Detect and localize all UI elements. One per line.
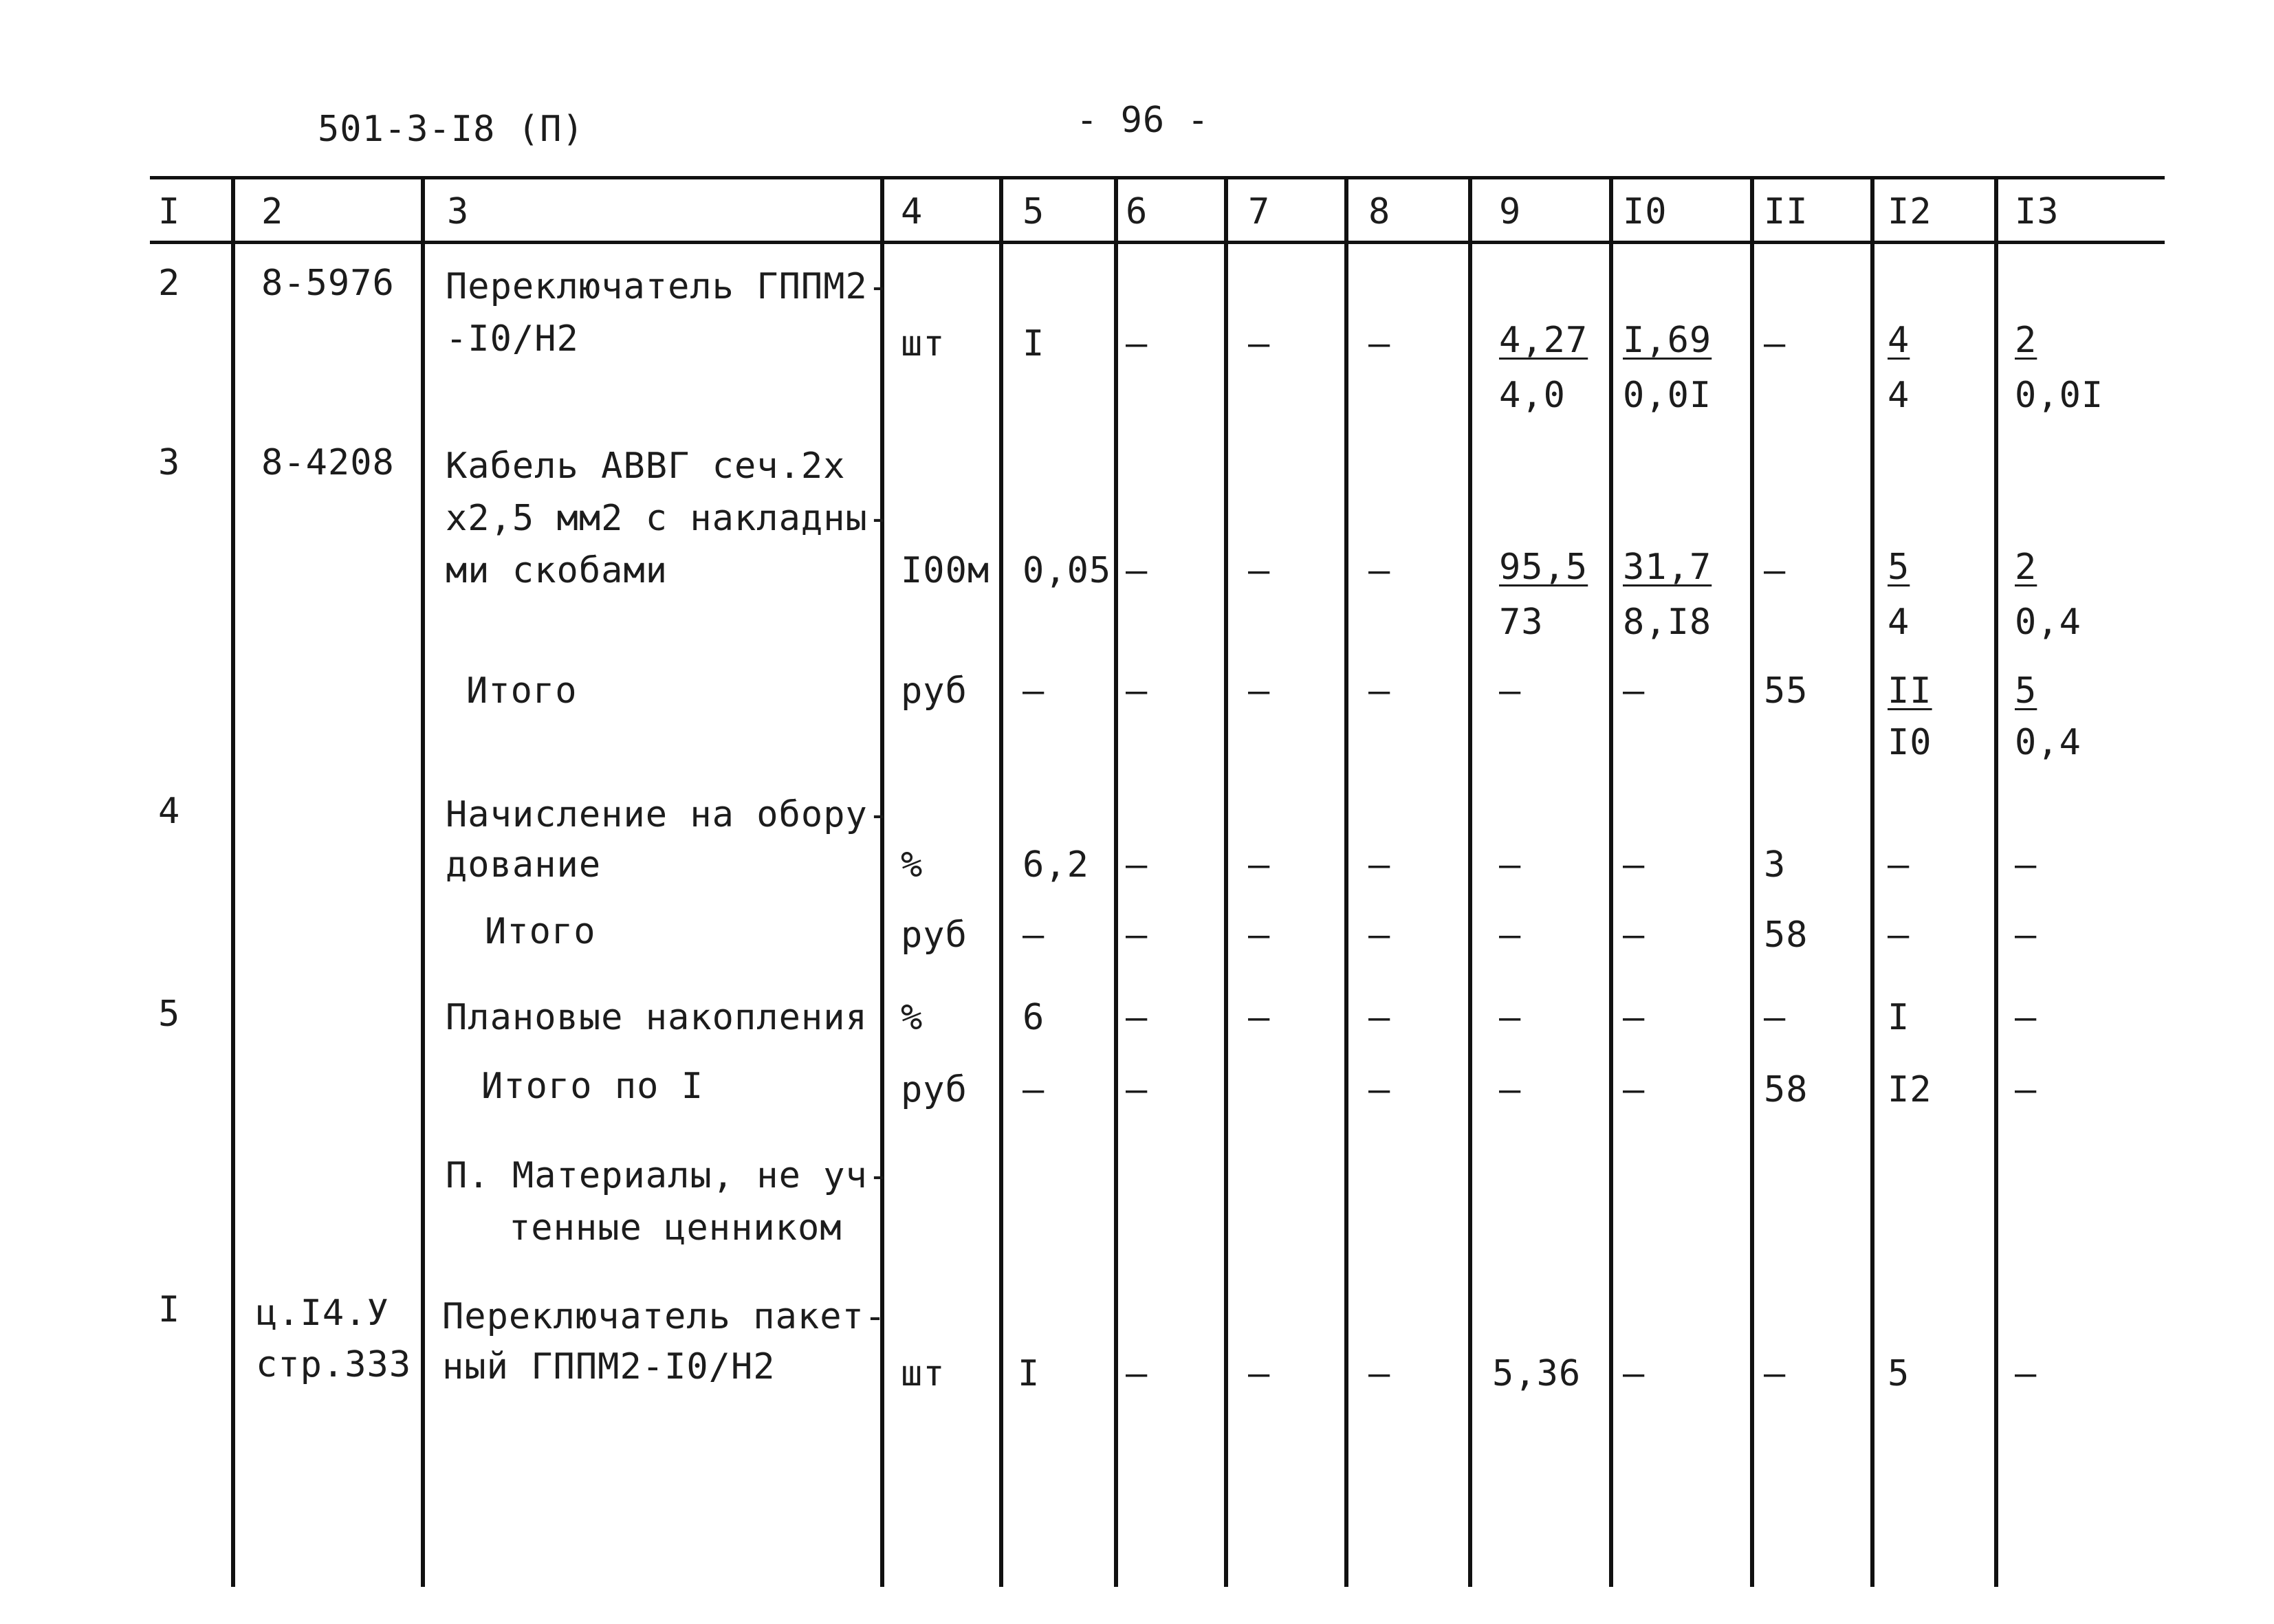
row-number: 2 [158, 263, 181, 304]
cell-value-top: 95,5 [1499, 547, 1588, 588]
cell-value: – [1368, 323, 1391, 364]
item-name: дование [446, 844, 602, 886]
cell-value-top: 5 [2015, 670, 2037, 712]
cell-value: – [1499, 914, 1522, 956]
cell-value: – [1499, 670, 1522, 712]
cell-value: – [1126, 914, 1148, 956]
cell-value-top: II [1888, 670, 1932, 712]
cell-value: – [1623, 997, 1646, 1038]
cell-value-bottom: 4 [1888, 602, 1910, 643]
cell-value: – [2015, 997, 2037, 1038]
cell-value: I [1888, 997, 1910, 1038]
cell-value: – [1126, 1069, 1148, 1110]
cell-value-bottom: 0,4 [2015, 602, 2081, 643]
column-divider [1750, 177, 1754, 1587]
item-name: ный ГППМ2-I0/Н2 [442, 1346, 776, 1387]
column-header: 9 [1499, 191, 1522, 232]
cell-value: – [1764, 323, 1786, 364]
cell-value: – [1126, 997, 1148, 1038]
column-header: 6 [1126, 191, 1148, 232]
cell-value: – [1248, 997, 1271, 1038]
cell-value-top: 2 [2015, 320, 2037, 361]
cell-value: – [1764, 550, 1786, 591]
column-divider [1870, 177, 1874, 1587]
cell-value: – [1368, 1353, 1391, 1394]
cell-value: – [1126, 323, 1148, 364]
cell-value: – [1888, 914, 1910, 956]
quantity: 6,2 [1023, 844, 1089, 886]
column-header: I3 [2015, 191, 2059, 232]
cell-value: – [2015, 1069, 2037, 1110]
row-number: 5 [158, 994, 181, 1035]
cell-value: – [1623, 844, 1646, 886]
column-header: 5 [1023, 191, 1045, 232]
unit: шт [901, 1353, 945, 1394]
cell-value: – [1888, 844, 1910, 886]
column-header: II [1764, 191, 1808, 232]
cell-value: – [1126, 844, 1148, 886]
cell-value: – [1764, 1353, 1786, 1394]
subtotal-label: Итого по I [481, 1066, 704, 1107]
cell-value: – [1248, 323, 1271, 364]
cell-value-bottom: 73 [1499, 602, 1544, 643]
subtotal-label: Итого [485, 911, 596, 952]
subtotal-label: Итого [466, 670, 578, 712]
item-name: ми скобами [446, 550, 668, 591]
column-header: 3 [447, 191, 470, 232]
quantity: – [1023, 914, 1045, 956]
row-number: I [158, 1289, 181, 1330]
cell-value: 55 [1764, 670, 1808, 712]
unit: руб [901, 1069, 967, 1110]
item-name: -I0/Н2 [446, 318, 579, 360]
cell-value: – [1126, 1353, 1148, 1394]
column-header: I [158, 191, 181, 232]
cell-value-bottom: 0,4 [2015, 722, 2081, 763]
cell-value: – [1764, 997, 1786, 1038]
cell-value-top: 4,27 [1499, 320, 1588, 361]
quantity: I [1018, 1353, 1040, 1394]
column-divider [1468, 177, 1472, 1587]
cell-value: – [1248, 914, 1271, 956]
item-name: Переключатель пакет- [442, 1296, 887, 1337]
cell-value: 3 [1764, 844, 1786, 886]
cell-value: 5,36 [1492, 1353, 1582, 1394]
cell-value-bottom: 0,0I [2015, 375, 2104, 416]
cell-value: – [1248, 550, 1271, 591]
cell-value: – [1248, 670, 1271, 712]
cell-value-bottom: 8,I8 [1623, 602, 1712, 643]
unit: % [901, 844, 923, 886]
cell-value-top: 31,7 [1623, 547, 1712, 588]
cell-value: – [2015, 1353, 2037, 1394]
column-header: 7 [1248, 191, 1271, 232]
row-number: 3 [158, 442, 181, 483]
unit: I00м [901, 550, 990, 591]
column-header: 4 [901, 191, 923, 232]
column-header: 2 [261, 191, 284, 232]
quantity: 6 [1023, 997, 1045, 1038]
item-name: Переключатель ГППМ2- [446, 266, 890, 307]
unit: % [901, 997, 923, 1038]
cell-value: – [1623, 1069, 1646, 1110]
column-divider [1609, 177, 1613, 1587]
cell-value-bottom: 4,0 [1499, 375, 1566, 416]
cell-value: – [1623, 670, 1646, 712]
cell-value: 58 [1764, 914, 1808, 956]
cell-value: – [1126, 550, 1148, 591]
column-divider [1994, 177, 1998, 1587]
column-divider [1344, 177, 1348, 1587]
page-number: - 96 - [1076, 100, 1210, 141]
document-code: 501-3-I8 (П) [318, 109, 584, 150]
cell-value: – [1499, 844, 1522, 886]
column-divider [231, 177, 235, 1587]
price-code: ц.I4.У [256, 1293, 389, 1334]
cell-value: – [1623, 914, 1646, 956]
cell-value-top: 4 [1888, 320, 1910, 361]
cell-value: – [1499, 997, 1522, 1038]
cell-value: – [1368, 670, 1391, 712]
unit: шт [901, 323, 945, 364]
price-code: стр.333 [256, 1344, 412, 1385]
quantity: – [1023, 1069, 1045, 1110]
price-code: 8-4208 [261, 442, 395, 483]
item-name: Начисление на обору- [446, 794, 890, 835]
column-divider [999, 177, 1003, 1587]
quantity: – [1023, 670, 1045, 712]
section-heading: тенные ценником [509, 1207, 842, 1249]
quantity: I [1023, 323, 1045, 364]
section-heading: П. Материалы, не уч- [446, 1155, 890, 1196]
cell-value-bottom: I0 [1888, 722, 1932, 763]
column-divider [1224, 177, 1228, 1587]
item-name: Плановые накопления [446, 997, 868, 1038]
cell-value: – [1248, 1353, 1271, 1394]
header-bottom-rule [150, 241, 2165, 244]
cell-value: – [1248, 844, 1271, 886]
cell-value: – [1368, 914, 1391, 956]
cell-value: – [1499, 1069, 1522, 1110]
cell-value: – [1368, 550, 1391, 591]
cell-value-bottom: 0,0I [1623, 375, 1712, 416]
price-code: 8-5976 [261, 263, 395, 304]
cell-value-top: I,69 [1623, 320, 1712, 361]
cell-value: – [1623, 1353, 1646, 1394]
cell-value-top: 2 [2015, 547, 2037, 588]
item-name: х2,5 мм2 с накладны- [446, 498, 890, 539]
row-number: 4 [158, 791, 181, 832]
item-name: Кабель АВВГ сеч.2х [446, 446, 846, 487]
cell-value: – [1126, 670, 1148, 712]
cell-value: – [2015, 914, 2037, 956]
column-divider [421, 177, 425, 1587]
cell-value: I2 [1888, 1069, 1932, 1110]
column-header: 8 [1368, 191, 1391, 232]
unit: руб [901, 670, 967, 712]
cell-value: – [1368, 844, 1391, 886]
cell-value: 5 [1888, 1353, 1910, 1394]
unit: руб [901, 914, 967, 956]
column-divider [1114, 177, 1118, 1587]
cell-value-bottom: 4 [1888, 375, 1910, 416]
cell-value-top: 5 [1888, 547, 1910, 588]
column-divider [880, 177, 884, 1587]
cell-value: 58 [1764, 1069, 1808, 1110]
column-header: I2 [1888, 191, 1932, 232]
quantity: 0,05 [1023, 550, 1112, 591]
cell-value: – [1368, 1069, 1391, 1110]
table-top-rule [150, 176, 2165, 179]
column-header: I0 [1623, 191, 1668, 232]
cell-value: – [2015, 844, 2037, 886]
cell-value: – [1368, 997, 1391, 1038]
